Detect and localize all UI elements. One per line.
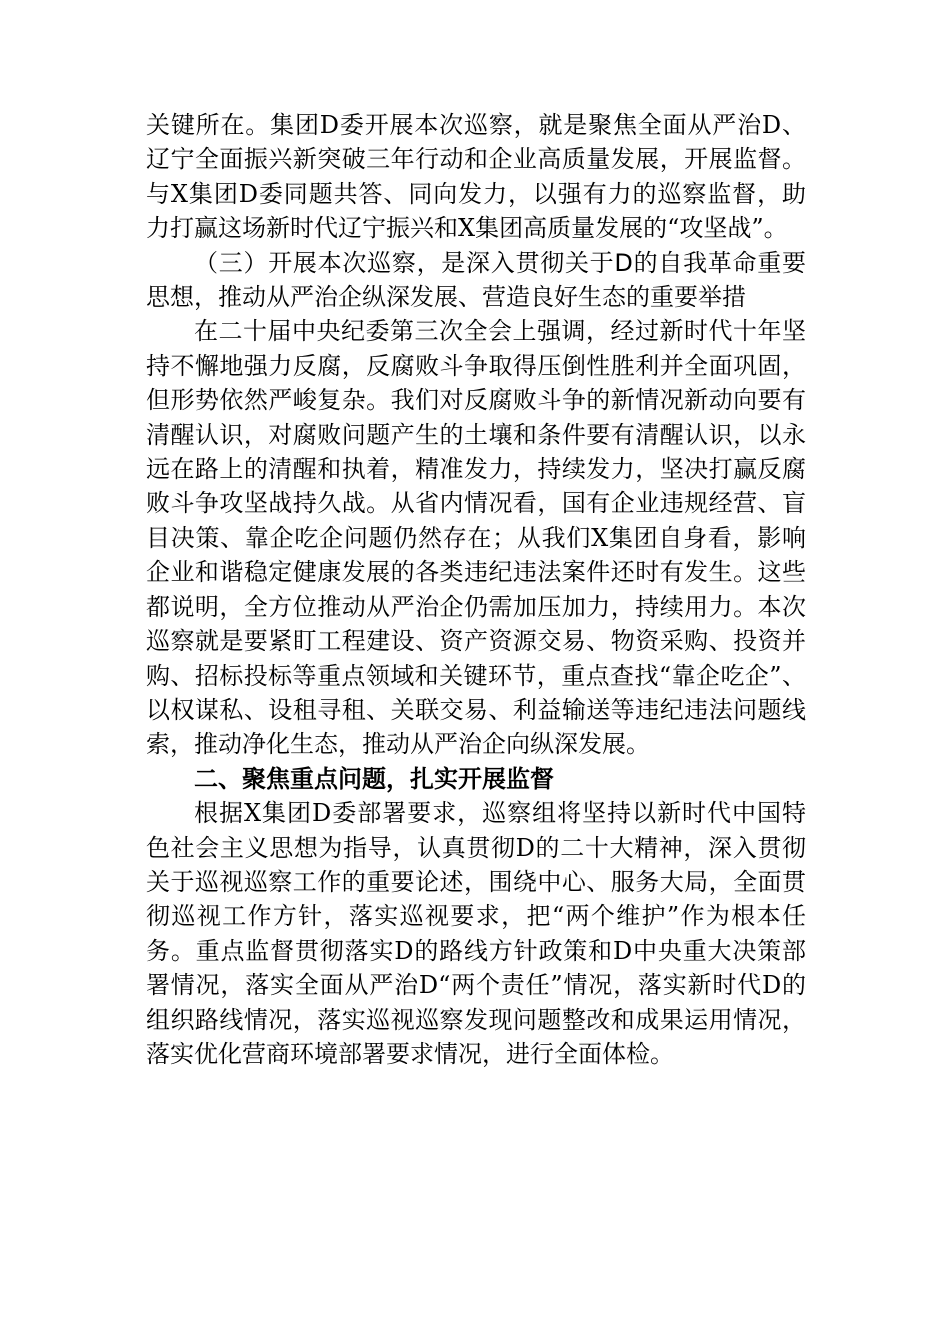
section-heading-2: 二、聚焦重点问题，扎实开展监督	[194, 764, 554, 793]
document-page	[146, 108, 806, 1071]
body-paragraph: 根据X集团D委部署要求，巡察组将坚持以新时代中国特色社会主义思想为指导，认真贯彻D的二十大精神，深入贯彻关于巡视巡察工作的重要论述，围绕中心、服务大局，全面贯彻巡视工作方针，落实巡视要求，把“两个维护”作为根本任务。重点监督贯彻落实D的路线方针政策和D中央重大决策部署情况，落实全面从严治D“两个责任”情况，落实新时代D的组织路线情况，落实巡视巡察发现问题整改和成果运用情况，落实优化营商环境部署要求情况，进行全面体检。	[146, 799, 806, 1068]
subsection-heading-3: （三）开展本次巡察，是深入贯彻关于D的自我革命重要思想，推动从严治企纵深发展、营造良好生态的重要举措	[146, 248, 806, 312]
continued-paragraph: 关键所在。集团D委开展本次巡察，就是聚焦全面从严治D、辽宁全面振兴新突破三年行动和企业高质量发展，开展监督。与X集团D委同题共答、同向发力，以强有力的巡察监督，助力打赢这场新时代辽宁振兴和X集团高质量发展的“攻坚战”。	[146, 111, 806, 243]
body-paragraph: 在二十届中央纪委第三次全会上强调，经过新时代十年坚持不懈地强力反腐，反腐败斗争取得压倒性胜利并全面巩固，但形势依然严峻复杂。我们对反腐败斗争的新情况新动向要有清醒认识，对腐败问题产生的土壤和条件要有清醒认识，以永远在路上的清醒和执着，精准发力，持续发力，坚决打赢反腐败斗争攻坚战持久战。从省内情况看，国有企业违规经营、盲目决策、靠企吃企问题仍然存在；从我们X集团自身看，影响企业和谐稳定健康发展的各类违纪违法案件还时有发生。这些都说明，全方位推动从严治企仍需加压加力，持续用力。本次巡察就是要紧盯工程建设、资产资源交易、物资采购、投资并购、招标投标等重点领域和关键环节，重点查找“靠企吃企”、以权谋私、设租寻租、关联交易、利益输送等违纪违法问题线索，推动净化生态，推动从严治企向纵深发展。	[146, 317, 806, 759]
